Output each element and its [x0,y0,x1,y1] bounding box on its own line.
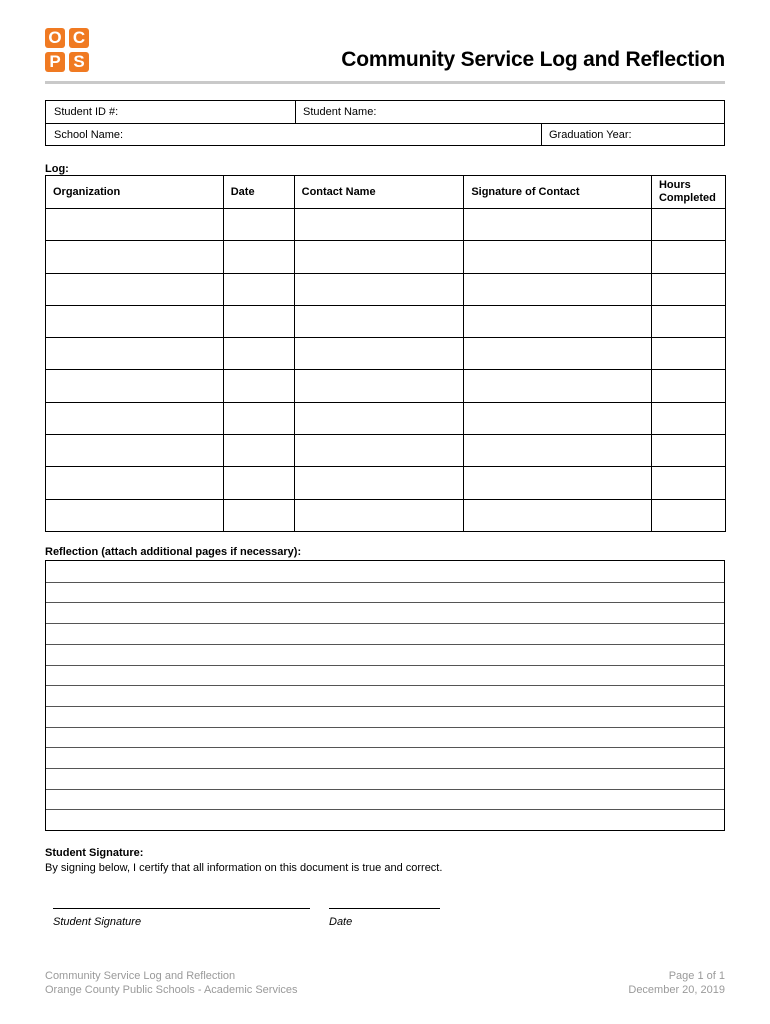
logo-letter-o: O [45,28,65,48]
info-divider [541,124,542,146]
date-caption: Date [329,916,353,928]
log-cell[interactable] [651,338,725,370]
reflection-label: Reflection (attach additional pages if necessary): [45,546,302,558]
col-hours-line1: Hours [658,179,691,191]
log-cell[interactable] [223,305,294,337]
log-cell[interactable] [223,241,294,273]
log-cell[interactable] [46,370,224,402]
log-cell[interactable] [223,402,294,434]
log-cell[interactable] [294,402,464,434]
reflection-line [46,602,724,603]
footer-left [45,969,298,997]
col-date: Date [223,176,294,209]
log-cell[interactable] [464,435,652,467]
log-cell[interactable] [464,305,652,337]
reflection-line [46,623,724,624]
logo-letter-c: C [69,28,89,48]
log-cell[interactable] [46,209,224,241]
footer-date: December 20, 2019 [628,984,725,996]
log-table [45,175,726,532]
student-signature-line[interactable] [53,908,310,909]
log-cell[interactable] [294,241,464,273]
log-cell[interactable] [294,305,464,337]
log-cell[interactable] [294,273,464,305]
log-row [46,338,726,370]
title-divider [45,81,725,84]
footer-department: Orange County Public Schools - Academic Services [45,984,298,996]
log-cell[interactable] [294,370,464,402]
log-header-row [46,176,726,209]
log-cell[interactable] [651,402,725,434]
footer-page-number: Page 1 of 1 [668,970,725,982]
reflection-line [46,582,724,583]
reflection-line [46,789,724,790]
log-cell[interactable] [46,338,224,370]
log-cell[interactable] [46,435,224,467]
footer-doc-title: Community Service Log and Reflection [45,970,236,982]
reflection-line [46,727,724,728]
page-title: Community Service Log and Reflection [341,48,725,71]
log-cell[interactable] [464,338,652,370]
info-row-1 [46,101,724,124]
log-cell[interactable] [464,209,652,241]
school-name-field[interactable]: School Name: [54,129,124,141]
log-cell[interactable] [223,338,294,370]
log-cell[interactable] [651,273,725,305]
log-cell[interactable] [223,499,294,531]
info-row-2 [46,124,724,146]
log-body [46,209,726,532]
log-row [46,241,726,273]
col-contact-name: Contact Name [294,176,464,209]
log-cell[interactable] [651,305,725,337]
reflection-line [46,685,724,686]
reflection-line [46,747,724,748]
log-cell[interactable] [464,370,652,402]
reflection-line [46,644,724,645]
student-id-field[interactable]: Student ID #: [54,106,119,118]
log-row [46,209,726,241]
log-cell[interactable] [46,305,224,337]
log-cell[interactable] [464,241,652,273]
log-cell[interactable] [651,467,725,499]
reflection-line [46,706,724,707]
log-row [46,370,726,402]
log-cell[interactable] [46,499,224,531]
log-cell[interactable] [651,499,725,531]
log-row [46,435,726,467]
log-cell[interactable] [464,499,652,531]
log-cell[interactable] [294,499,464,531]
col-hours-line2: Completed [658,192,716,204]
student-name-field[interactable]: Student Name: [303,106,377,118]
log-label: Log: [45,163,69,175]
log-cell[interactable] [223,467,294,499]
ocps-logo [45,28,91,74]
log-row [46,499,726,531]
signature-heading: Student Signature: [45,847,144,859]
log-cell[interactable] [46,467,224,499]
logo-letter-p: P [45,52,65,72]
log-cell[interactable] [294,338,464,370]
col-organization: Organization [46,176,224,209]
logo-letter-s: S [69,52,89,72]
reflection-line [46,768,724,769]
date-line[interactable] [329,908,440,909]
log-cell[interactable] [651,370,725,402]
log-row [46,305,726,337]
reflection-line [46,665,724,666]
certify-text: By signing below, I certify that all information on this document is true and correct. [45,862,443,874]
log-cell[interactable] [223,370,294,402]
log-cell[interactable] [223,273,294,305]
log-cell[interactable] [294,467,464,499]
log-cell[interactable] [46,241,224,273]
graduation-year-field[interactable]: Graduation Year: [549,129,632,141]
footer-right [628,969,725,997]
log-cell[interactable] [651,241,725,273]
reflection-line [46,809,724,810]
log-cell[interactable] [294,435,464,467]
log-cell[interactable] [464,402,652,434]
log-row [46,467,726,499]
student-signature-caption: Student Signature [53,916,142,928]
log-row [46,273,726,305]
log-cell[interactable] [464,273,652,305]
log-cell[interactable] [651,209,725,241]
log-row [46,402,726,434]
log-cell[interactable] [651,435,725,467]
col-hours-completed [651,176,725,209]
log-cell[interactable] [464,467,652,499]
student-info-box [45,100,725,146]
reflection-box[interactable] [45,560,725,831]
col-signature-of-contact: Signature of Contact [464,176,652,209]
log-cell[interactable] [223,435,294,467]
log-cell[interactable] [294,209,464,241]
log-cell[interactable] [46,402,224,434]
log-cell[interactable] [46,273,224,305]
log-cell[interactable] [223,209,294,241]
info-divider [295,101,296,123]
